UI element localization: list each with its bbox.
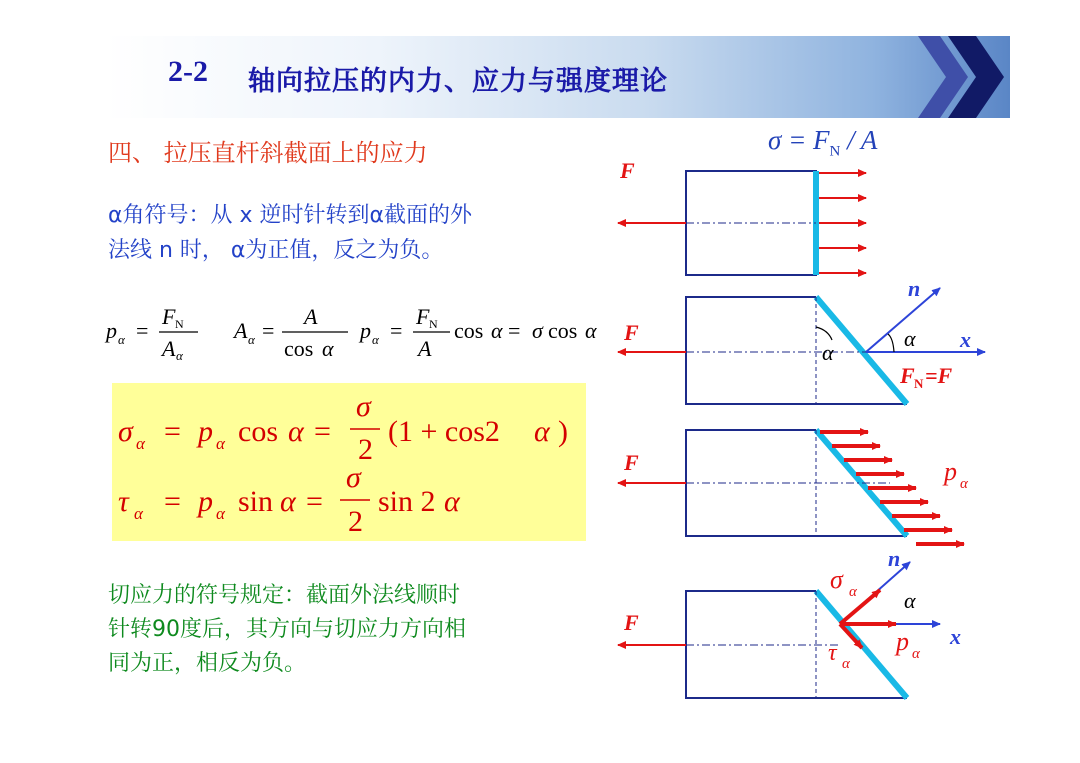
svg-text:α: α — [216, 504, 225, 523]
shear-rule-line1: 切应力的符号规定：截面外法线顺时 — [108, 583, 461, 608]
svg-text:α: α — [136, 434, 145, 453]
svg-text:σ: σ — [118, 415, 133, 448]
svg-text:N: N — [914, 376, 924, 391]
svg-text:F: F — [416, 304, 430, 329]
svg-text:p: p — [360, 318, 371, 343]
alpha-rule-line2: 法线 n 时， α为正值，反之为负。 — [108, 238, 444, 263]
diagram-stress-components — [618, 546, 961, 698]
chevron-decor-icon — [918, 36, 1010, 118]
svg-text:x: x — [950, 624, 961, 649]
svg-text:α: α — [444, 485, 460, 518]
svg-text:α: α — [288, 415, 304, 448]
svg-text:A: A — [162, 336, 176, 361]
svg-text:F: F — [624, 320, 639, 345]
header-number: 2-2 — [168, 55, 208, 88]
svg-text:α: α — [904, 588, 916, 613]
svg-text:=: = — [164, 415, 181, 448]
svg-text:α: α — [134, 504, 143, 523]
svg-text:A: A — [418, 336, 432, 361]
svg-text:sin 2: sin 2 — [378, 485, 436, 518]
svg-text:2: 2 — [348, 505, 363, 538]
svg-text:cos: cos — [548, 318, 578, 343]
svg-text:α: α — [912, 646, 920, 662]
svg-text:α: α — [849, 584, 857, 600]
svg-text:x: x — [960, 327, 971, 352]
svg-text:F: F — [900, 363, 915, 388]
svg-text:p: p — [896, 627, 909, 656]
diagram-normal-section — [618, 158, 866, 275]
svg-text:α: α — [822, 340, 834, 365]
svg-text:A: A — [304, 304, 318, 329]
svg-text:α: α — [585, 318, 597, 343]
svg-text:α: α — [248, 332, 255, 347]
svg-text:cos: cos — [284, 336, 314, 361]
svg-text:α: α — [534, 415, 550, 448]
svg-text:=: = — [508, 318, 521, 343]
svg-text:cos: cos — [454, 318, 484, 343]
svg-text:=: = — [136, 318, 149, 343]
svg-text:α: α — [118, 332, 125, 347]
svg-text:τ: τ — [118, 485, 129, 518]
svg-text:p: p — [198, 485, 213, 518]
svg-text:α: α — [960, 476, 968, 492]
shear-rule-line3: 同为正，相反为负。 — [108, 651, 307, 676]
diagram-inclined-section — [618, 276, 985, 404]
svg-text:α: α — [904, 326, 916, 351]
svg-text:p: p — [106, 318, 117, 343]
svg-text:(1 + cos2: (1 + cos2 — [388, 415, 500, 448]
svg-text:=: = — [164, 485, 181, 518]
svg-text:=: = — [306, 485, 323, 518]
svg-text:σ: σ — [346, 461, 361, 494]
svg-text:2: 2 — [358, 433, 373, 466]
svg-text:N: N — [175, 317, 184, 331]
diagram-stress-distribution — [618, 430, 969, 544]
svg-text:=: = — [390, 318, 403, 343]
svg-text:σ: σ — [830, 565, 843, 594]
svg-text:α: α — [280, 485, 296, 518]
svg-text:F: F — [624, 610, 639, 635]
svg-text:n: n — [908, 276, 921, 301]
svg-text:p: p — [944, 457, 957, 486]
svg-text:τ: τ — [828, 640, 837, 666]
svg-text:F: F — [162, 304, 176, 329]
sigma-definition: $\sigma = F_N / A$ — [768, 125, 878, 160]
section-title: 四、 拉压直杆斜截面上的应力 — [108, 139, 428, 167]
shear-rule-line2: 针转90度后，其方向与切应力方向相 — [108, 617, 466, 642]
svg-text:α: α — [372, 332, 379, 347]
boxed-formulas — [112, 383, 586, 541]
svg-text:=F: =F — [925, 363, 953, 388]
svg-text:sin: sin — [238, 485, 274, 518]
svg-text:=: = — [262, 318, 275, 343]
formula-row — [104, 292, 624, 364]
svg-text:N: N — [429, 317, 438, 331]
svg-text:): ) — [558, 415, 568, 448]
svg-text:F: F — [620, 158, 635, 183]
stress-diagrams — [600, 140, 1010, 710]
alpha-rule-line1: α角符号：从 x 逆时针转到α截面的外 — [108, 203, 473, 228]
svg-text:α: α — [176, 348, 183, 363]
svg-text:α: α — [842, 656, 850, 672]
svg-text:=: = — [314, 415, 331, 448]
svg-text:F: F — [624, 450, 639, 475]
header-title: 轴向拉压的内力、应力与强度理论 — [248, 66, 668, 97]
svg-text:p: p — [198, 415, 213, 448]
svg-text:α: α — [216, 434, 225, 453]
svg-text:cos: cos — [238, 415, 278, 448]
svg-text:α: α — [322, 336, 334, 361]
svg-text:σ: σ — [532, 318, 543, 343]
svg-text:A: A — [234, 318, 248, 343]
svg-text:α: α — [491, 318, 503, 343]
svg-text:n: n — [888, 546, 901, 571]
svg-text:σ: σ — [356, 390, 371, 423]
